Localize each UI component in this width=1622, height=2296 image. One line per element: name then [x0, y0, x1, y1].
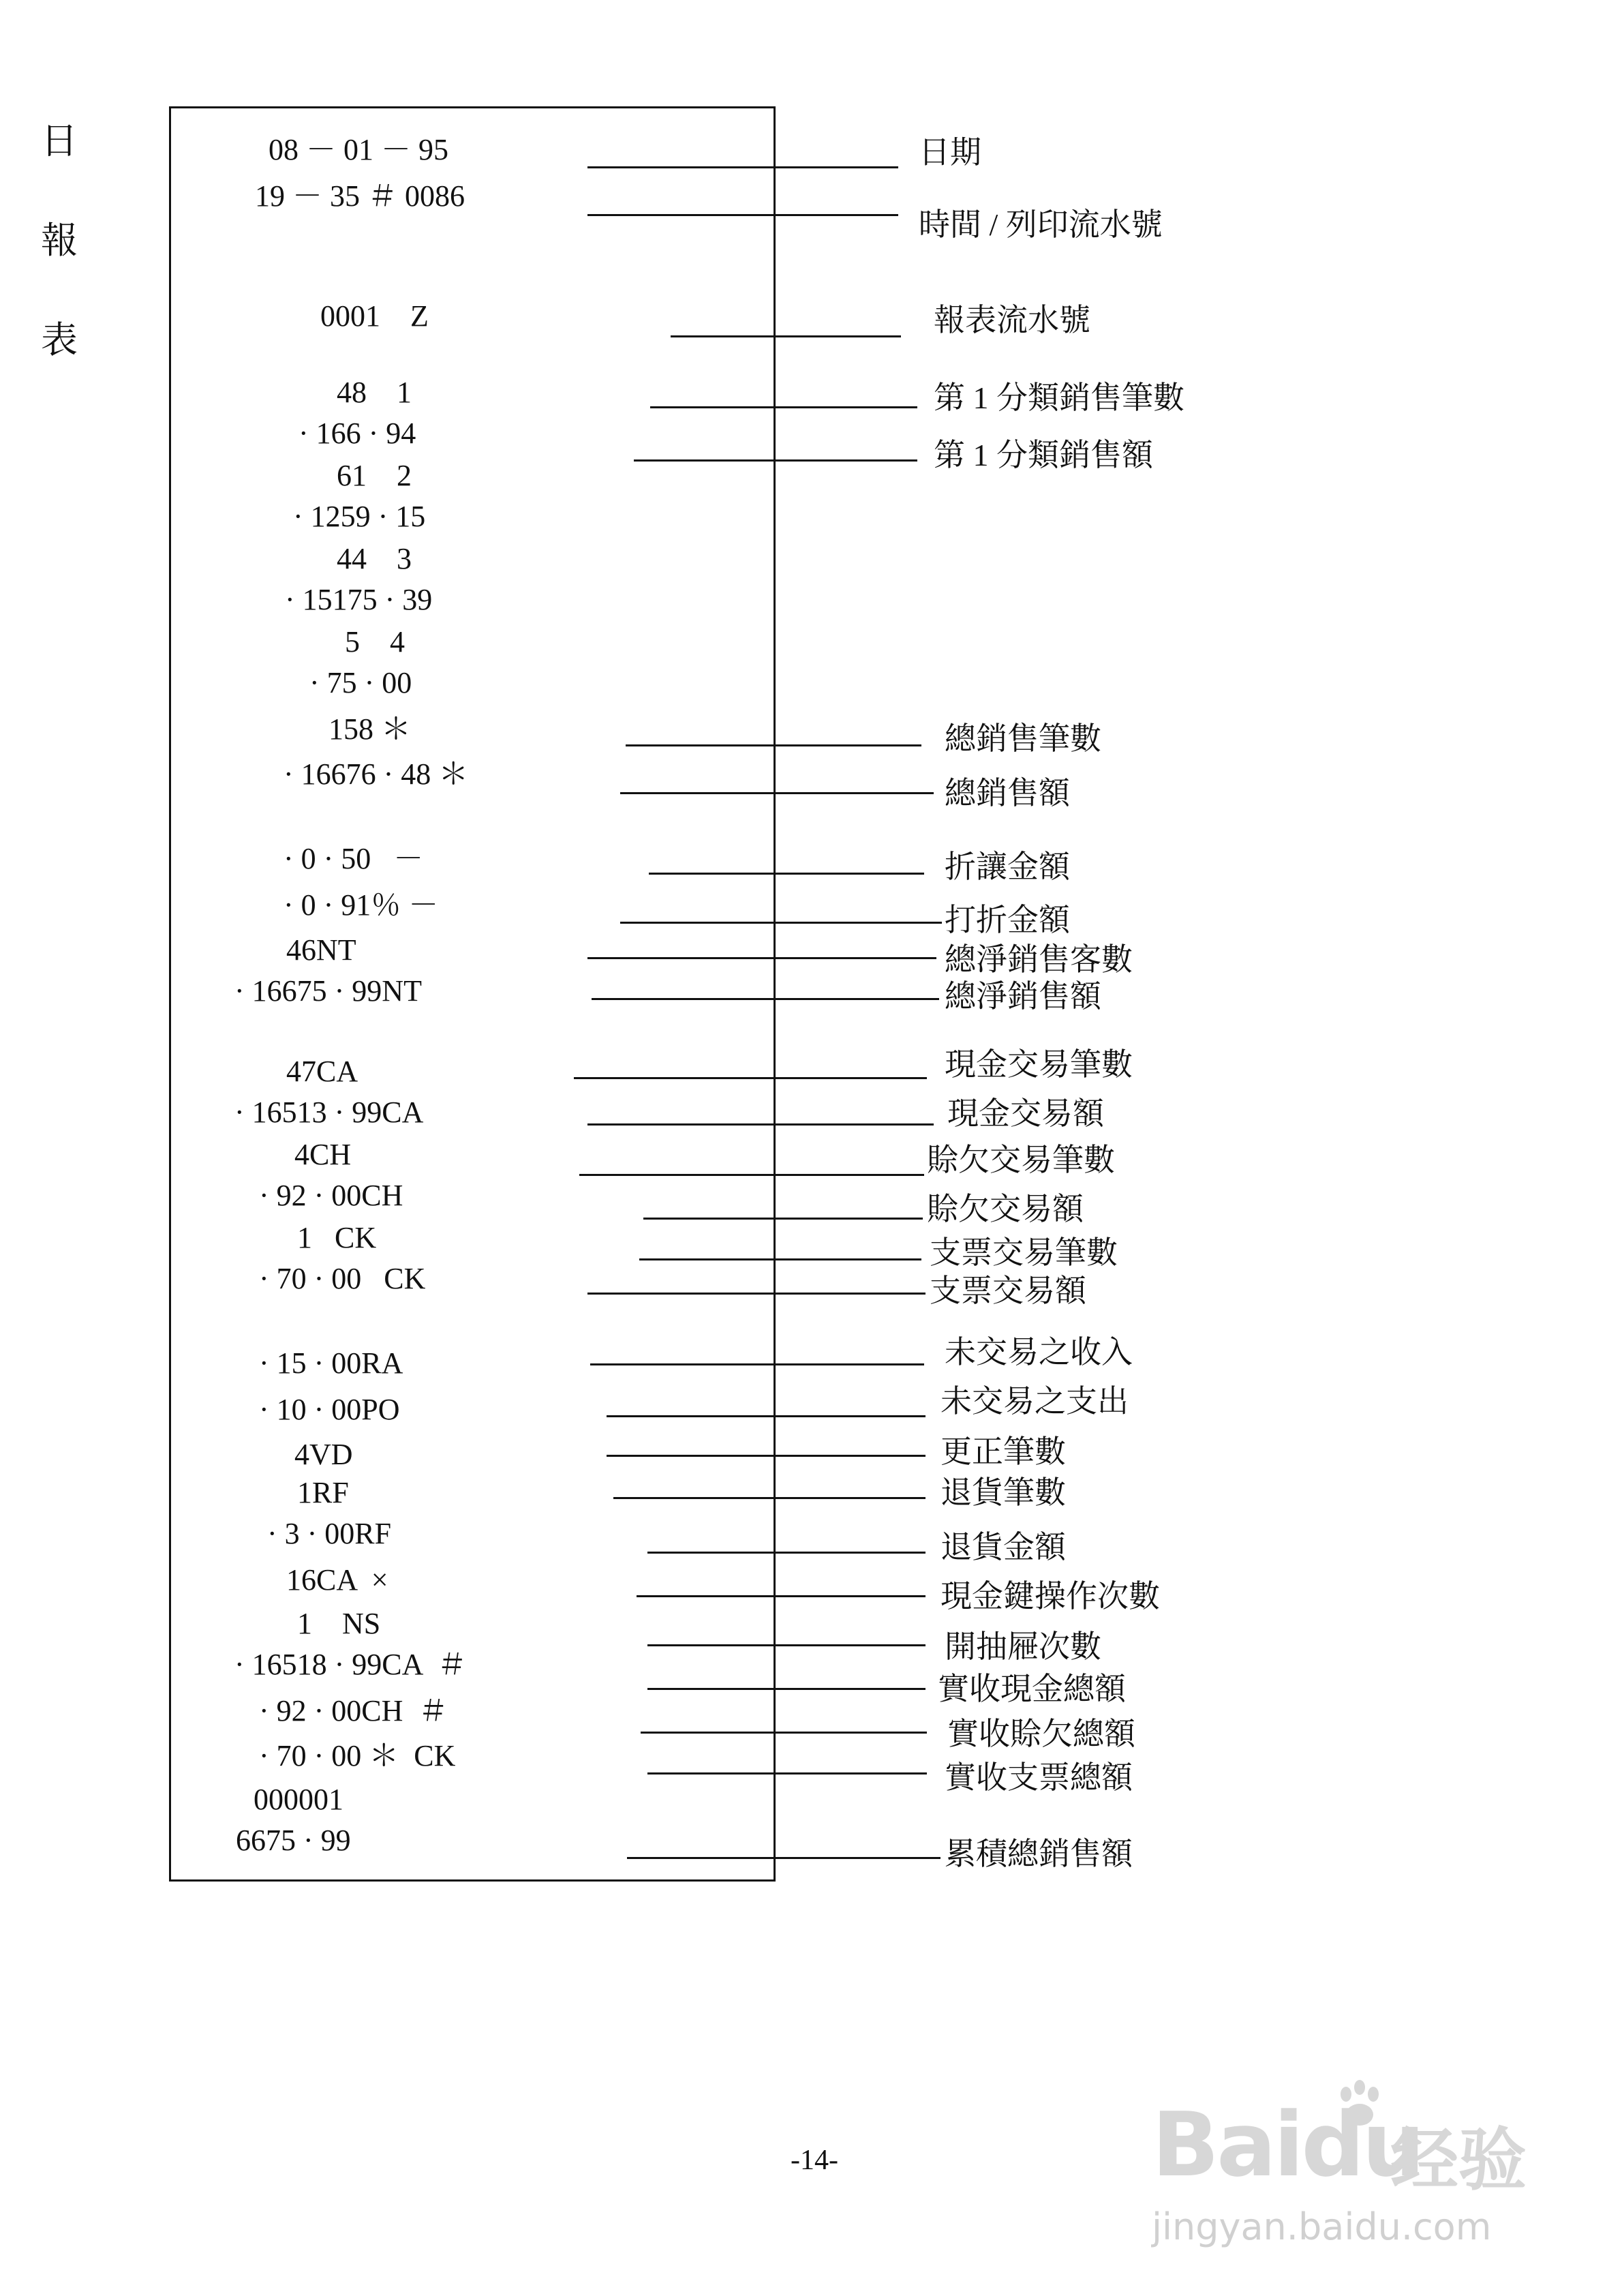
label-allowance: 折讓金額 [945, 849, 1070, 884]
watermark-url: jingyan.baidu.com [1152, 2205, 1492, 2248]
leader-line [587, 1123, 934, 1126]
label-cash-count: 現金交易筆數 [945, 1047, 1133, 1082]
receipt-dept3-count: 44 3 [337, 542, 412, 575]
receipt-dept3-amount: · 15175 · 39 [285, 583, 433, 616]
leader-line [587, 166, 898, 168]
baidu-jingyan-watermark [1152, 2093, 1561, 2250]
leader-line [587, 1293, 925, 1295]
receipt-charge-count: 4CH [294, 1138, 352, 1171]
label-charge-amount: 賒欠交易額 [927, 1192, 1084, 1226]
receipt-cash-in-drawer: · 16518 · 99CA ＃ [234, 1648, 467, 1681]
label-check-in-drawer: 實收支票總額 [945, 1760, 1133, 1795]
leader-line [641, 1732, 927, 1734]
label-net-customers: 總淨銷售客數 [945, 942, 1133, 977]
label-total-count: 總銷售筆數 [945, 721, 1101, 756]
receipt-charge-in-drawer: · 92 · 00CH ＃ [259, 1694, 448, 1727]
label-cash-in-drawer: 實收現金總額 [938, 1672, 1126, 1706]
vertical-title [35, 123, 83, 421]
receipt-dept1-count: 48 1 [337, 376, 412, 409]
receipt-charge-amount: · 92 · 00CH [259, 1179, 403, 1212]
receipt-date: 08 － 01 － 95 [269, 133, 448, 166]
leader-line [637, 1595, 925, 1597]
label-total-amount: 總銷售額 [945, 776, 1070, 811]
leader-line [649, 873, 924, 875]
label-dept1-count: 第 1 分類銷售筆數 [934, 380, 1184, 415]
receipt-net-sales: · 16675 · 99NT [234, 974, 422, 1008]
label-void-count: 更正筆數 [940, 1434, 1066, 1469]
leader-line [647, 1552, 925, 1554]
receipt-refund-amount: · 3 · 00RF [267, 1517, 392, 1550]
leader-line [639, 1258, 921, 1260]
receipt-cash-key-count: 16CA × [286, 1563, 388, 1597]
label-charge-count: 賒欠交易筆數 [927, 1143, 1115, 1177]
label-report-serial: 報表流水號 [934, 303, 1090, 337]
label-paid-out: 未交易之支出 [940, 1384, 1129, 1419]
watermark-brand: Baidu [1152, 2093, 1422, 2196]
title-char-2: 報 [41, 220, 78, 261]
leader-line [671, 335, 901, 337]
leader-line [643, 1218, 923, 1220]
leader-line [650, 406, 917, 408]
receipt-total-count: 158 ＊ [328, 712, 411, 746]
page-number: -14- [791, 2145, 838, 2176]
receipt-check-count: 1 CK [297, 1221, 377, 1254]
leader-line [626, 744, 921, 746]
receipt-net-customers: 46NT [286, 933, 356, 967]
label-time-serial: 時間 / 列印流水號 [919, 207, 1163, 242]
watermark-product: 经验 [1390, 2120, 1527, 2200]
receipt-counter: 000001 [254, 1783, 343, 1816]
label-dept1-amount: 第 1 分類銷售額 [934, 438, 1153, 472]
leader-line [574, 1077, 927, 1079]
receipt-refund-count: 1RF [297, 1476, 349, 1509]
receipt-report-serial: 0001 Z [320, 299, 429, 333]
leader-line [607, 1455, 925, 1457]
label-cash-key-count: 現金鍵操作次數 [940, 1579, 1160, 1614]
receipt-check-amount: · 70 · 00 CK [259, 1262, 426, 1295]
label-received-on-account: 未交易之收入 [945, 1335, 1133, 1370]
label-charge-in-drawer: 實收賒欠總額 [947, 1717, 1135, 1751]
leader-line [647, 1644, 925, 1646]
receipt-check-in-drawer: · 70 · 00 ＊ CK [259, 1739, 456, 1772]
label-discount: 打折金額 [945, 903, 1070, 937]
leader-line [627, 1857, 940, 1859]
receipt-dept4-amount: · 75 · 00 [309, 666, 412, 699]
title-char-3: 表 [41, 320, 78, 361]
label-grand-total: 累積總銷售額 [945, 1837, 1133, 1871]
leader-line [579, 1174, 924, 1176]
receipt-cash-count: 47CA [286, 1055, 358, 1088]
leader-line [592, 998, 939, 1000]
receipt-allowance: · 0 · 50 － [284, 842, 424, 875]
title-char-1: 日 [41, 121, 78, 162]
leader-line [590, 1363, 924, 1365]
receipt-time-serial: 19 － 35 ＃ 0086 [255, 179, 465, 213]
receipt-void-count: 4VD [294, 1438, 353, 1471]
leader-line [634, 459, 917, 462]
label-check-count: 支票交易筆數 [930, 1235, 1118, 1270]
receipt-dept2-amount: · 1259 · 15 [293, 500, 426, 533]
receipt-paid-out: · 10 · 00PO [259, 1393, 400, 1426]
leader-line [647, 1772, 927, 1774]
receipt-cash-amount: · 16513 · 99CA [234, 1096, 424, 1129]
label-refund-count: 退貨筆數 [940, 1475, 1066, 1510]
receipt-total-amount: · 16676 · 48 ＊ [284, 757, 469, 791]
leader-line [620, 792, 934, 794]
receipt-received-on-account: · 15 · 00RA [259, 1346, 403, 1380]
receipt-discount: · 0 · 91％ － [284, 888, 439, 922]
leader-line [587, 214, 898, 216]
receipt-dept1-amount: · 166 · 94 [299, 417, 416, 450]
leader-line [613, 1497, 925, 1499]
label-no-sale-count: 開抽屜次數 [945, 1629, 1101, 1664]
receipt-grand-total: 6675 · 99 [236, 1824, 351, 1857]
receipt-dept4-count: 5 4 [345, 625, 405, 659]
label-refund-amount: 退貨金額 [940, 1530, 1066, 1565]
label-net-sales: 總淨銷售額 [945, 979, 1101, 1014]
leader-line [620, 922, 942, 924]
label-check-amount: 支票交易額 [930, 1273, 1086, 1308]
receipt-no-sale-count: 1 NS [297, 1607, 381, 1640]
leader-line [607, 1415, 925, 1417]
leader-line [587, 957, 936, 959]
receipt-dept2-count: 61 2 [337, 459, 412, 492]
label-cash-amount: 現金交易額 [947, 1096, 1104, 1131]
leader-line [647, 1688, 925, 1690]
label-date: 日期 [919, 135, 981, 170]
